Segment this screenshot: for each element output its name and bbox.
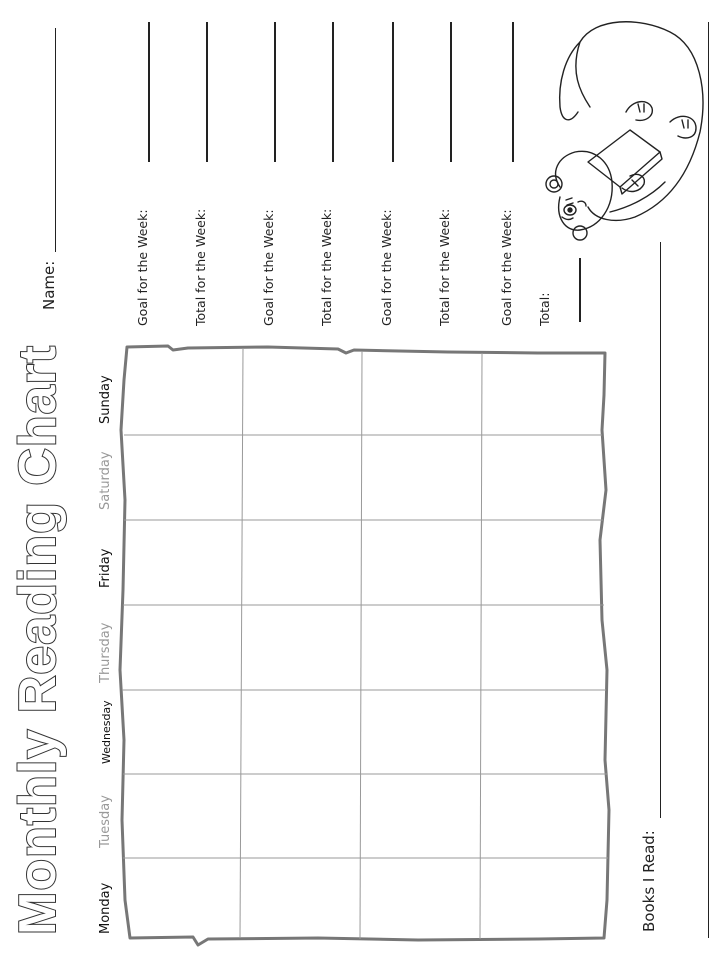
day-label-sunday: Sunday (98, 375, 113, 424)
week2-total-label: Total for the Week: (319, 208, 334, 326)
day-label-tuesday: Tuesday (98, 795, 113, 848)
books-read-label: Books I Read: (640, 830, 658, 932)
week2-total-line[interactable] (332, 22, 334, 162)
name-label: Name: (40, 260, 58, 310)
week3-goal-line[interactable] (392, 22, 394, 162)
week2-goal-line[interactable] (274, 22, 276, 162)
calendar-grid (118, 340, 614, 950)
week1-goal-label: Goal for the Week: (135, 209, 150, 326)
name-line[interactable] (55, 28, 56, 252)
week3-total-label: Total for the Week: (437, 208, 452, 326)
week4-goal-line[interactable] (512, 22, 514, 162)
week1-total-line[interactable] (206, 22, 208, 162)
day-label-monday: Monday (98, 882, 113, 934)
day-label-friday: Friday (98, 548, 113, 588)
total-line[interactable] (579, 258, 581, 322)
week3-total-line[interactable] (450, 22, 452, 162)
week2-goal-label: Goal for the Week: (261, 209, 276, 326)
books-read-line-2[interactable] (708, 22, 709, 938)
day-label-thursday: Thursday (98, 622, 113, 683)
books-read-line-1[interactable] (660, 242, 661, 818)
page-title: Monthly Reading Chart (9, 344, 67, 935)
otter-illustration (540, 12, 710, 252)
day-label-saturday: Saturday (98, 451, 113, 510)
week4-goal-label: Goal for the Week: (499, 209, 514, 326)
week3-goal-label: Goal for the Week: (379, 209, 394, 326)
week1-goal-line[interactable] (148, 22, 150, 162)
total-label: Total: (537, 292, 552, 326)
day-label-wednesday: Wednesday (100, 700, 113, 764)
week1-total-label: Total for the Week: (193, 208, 208, 326)
